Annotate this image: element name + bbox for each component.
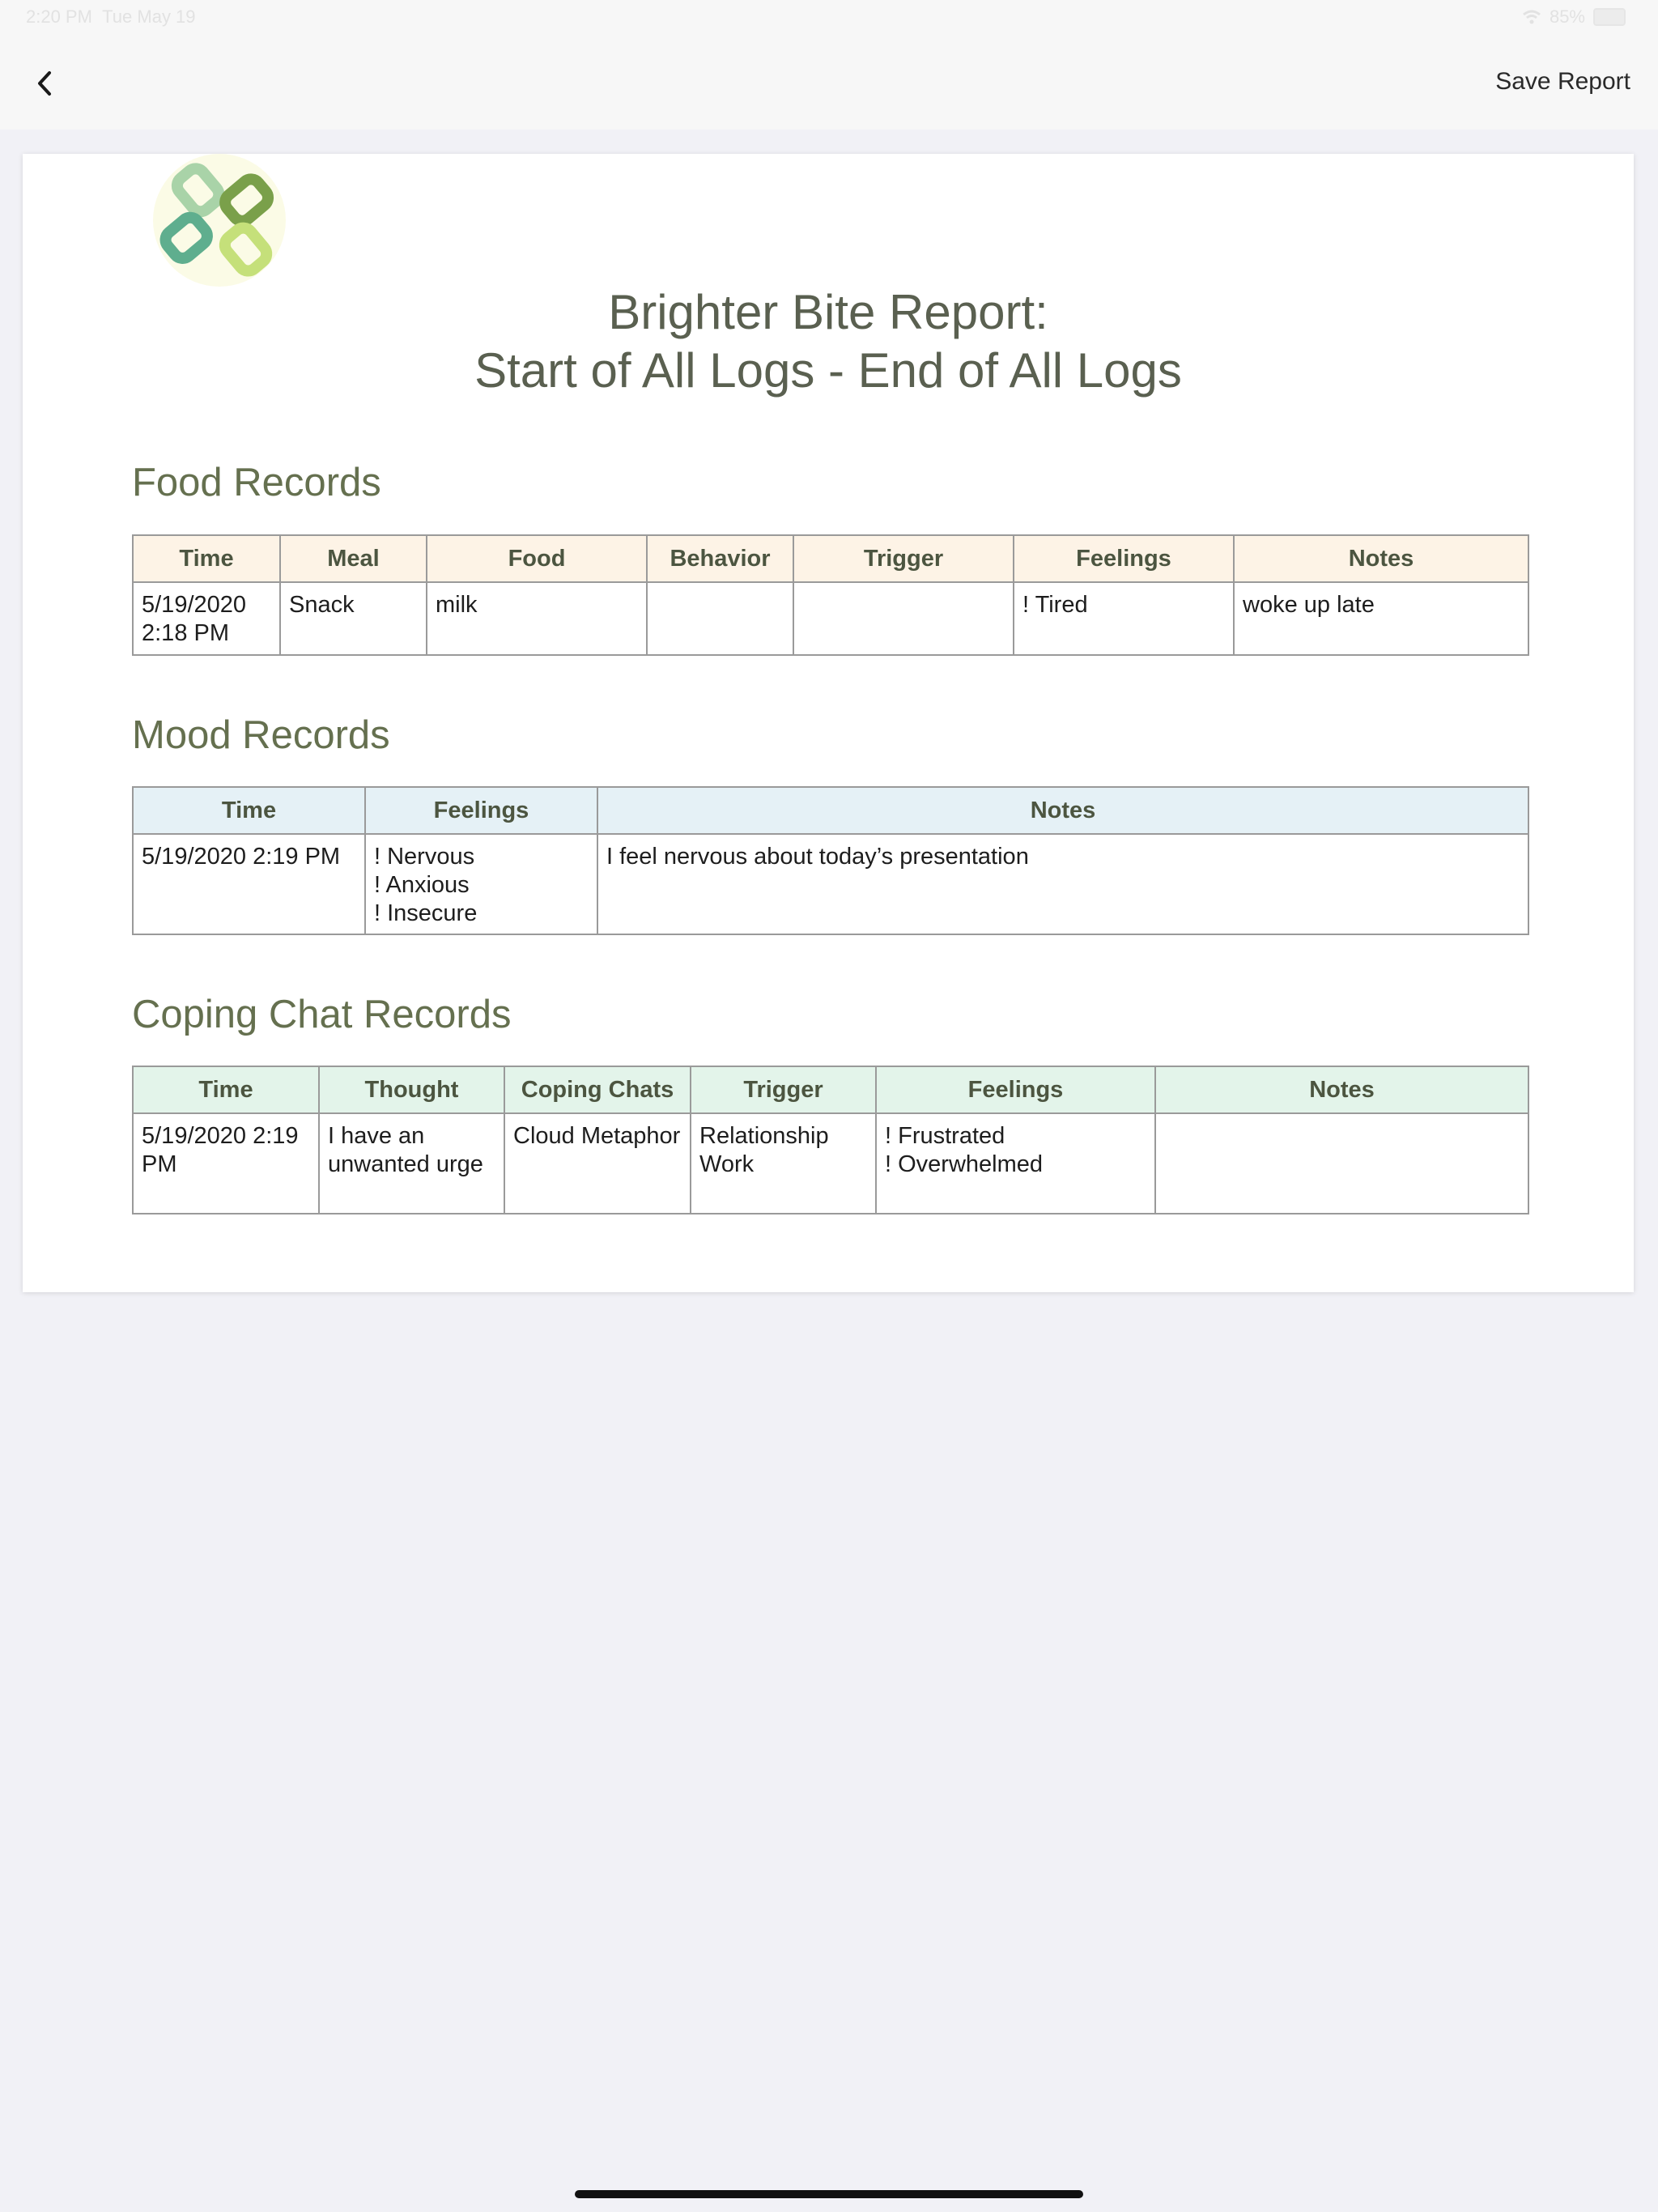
save-report-button[interactable]: Save Report bbox=[1495, 68, 1630, 95]
food-col-meal: Meal bbox=[280, 535, 427, 582]
food-col-trigger: Trigger bbox=[793, 535, 1014, 582]
mood-records-heading: Mood Records bbox=[132, 713, 390, 757]
food-feelings-cell bbox=[1014, 582, 1234, 655]
food-col-notes: Notes bbox=[1234, 535, 1528, 582]
coping-feelings-cell bbox=[876, 1113, 1155, 1214]
home-indicator[interactable] bbox=[575, 2190, 1083, 2198]
table-row bbox=[133, 582, 1528, 655]
feeling-item: ! Insecure bbox=[374, 900, 478, 926]
mood-records-table bbox=[132, 786, 1529, 935]
wifi-icon bbox=[1522, 10, 1541, 24]
coping-col-coping-chats: Coping Chats bbox=[504, 1066, 691, 1113]
coping-records-heading: Coping Chat Records bbox=[132, 993, 512, 1036]
feeling-item: ! Anxious bbox=[374, 872, 470, 898]
coping-header-row bbox=[133, 1066, 1528, 1113]
brighter-bite-logo bbox=[132, 154, 290, 291]
chevron-left-icon bbox=[36, 70, 53, 97]
report-title-line-1: Brighter Bite Report: bbox=[608, 285, 1048, 339]
battery-icon bbox=[1593, 8, 1626, 26]
coping-trigger-cell: Relationship Work bbox=[691, 1113, 876, 1214]
food-col-feelings: Feelings bbox=[1014, 535, 1234, 582]
back-button[interactable] bbox=[24, 63, 65, 104]
mood-feelings-cell bbox=[365, 834, 597, 934]
food-notes-cell: woke up late bbox=[1234, 582, 1528, 655]
food-records-heading: Food Records bbox=[132, 461, 381, 504]
mood-col-notes: Notes bbox=[597, 787, 1528, 834]
feeling-item: ! Frustrated bbox=[885, 1123, 1005, 1149]
navigation-bar bbox=[0, 39, 1658, 130]
mood-header-row bbox=[133, 787, 1528, 834]
status-time bbox=[26, 6, 196, 28]
feeling-item: ! Overwhelmed bbox=[885, 1151, 1044, 1177]
coping-col-time: Time bbox=[133, 1066, 319, 1113]
feeling-item: ! Tired bbox=[1022, 592, 1088, 618]
mood-col-feelings: Feelings bbox=[365, 787, 597, 834]
report-document bbox=[23, 154, 1634, 1292]
food-meal-cell: Snack bbox=[280, 582, 427, 655]
coping-col-thought: Thought bbox=[319, 1066, 504, 1113]
food-time-cell bbox=[133, 582, 280, 655]
food-header-row bbox=[133, 535, 1528, 582]
battery-percent: 85% bbox=[1549, 6, 1585, 27]
food-col-time: Time bbox=[133, 535, 280, 582]
feeling-item: ! Nervous bbox=[374, 844, 475, 870]
food-time-clock: 2:18 PM bbox=[142, 620, 229, 646]
table-row bbox=[133, 1113, 1528, 1214]
coping-col-feelings: Feelings bbox=[876, 1066, 1155, 1113]
food-records-table bbox=[132, 534, 1529, 656]
mood-notes-cell: I feel nervous about today’s presentation bbox=[597, 834, 1528, 934]
coping-notes-cell bbox=[1155, 1113, 1528, 1214]
report-title-line-2: Start of All Logs - End of All Logs bbox=[474, 343, 1182, 398]
coping-col-trigger: Trigger bbox=[691, 1066, 876, 1113]
status-bar bbox=[0, 0, 1658, 39]
status-indicators bbox=[1522, 6, 1626, 28]
coping-col-notes: Notes bbox=[1155, 1066, 1528, 1113]
coping-time-cell: 5/19/2020 2:19 PM bbox=[133, 1113, 319, 1214]
status-time-text: 2:20 PM bbox=[26, 6, 92, 27]
coping-thought-cell: I have an unwanted urge bbox=[319, 1113, 504, 1214]
food-col-behavior: Behavior bbox=[647, 535, 793, 582]
coping-records-table bbox=[132, 1066, 1529, 1214]
food-trigger-cell bbox=[793, 582, 1014, 655]
food-behavior-cell bbox=[647, 582, 793, 655]
food-time-date: 5/19/2020 bbox=[142, 592, 247, 618]
mood-time-cell: 5/19/2020 2:19 PM bbox=[133, 834, 365, 934]
food-col-food: Food bbox=[427, 535, 647, 582]
report-title bbox=[23, 283, 1634, 400]
table-row bbox=[133, 834, 1528, 934]
coping-chats-cell: Cloud Metaphor bbox=[504, 1113, 691, 1214]
status-date-text: Tue May 19 bbox=[102, 6, 196, 27]
mood-col-time: Time bbox=[133, 787, 365, 834]
food-food-cell: milk bbox=[427, 582, 647, 655]
